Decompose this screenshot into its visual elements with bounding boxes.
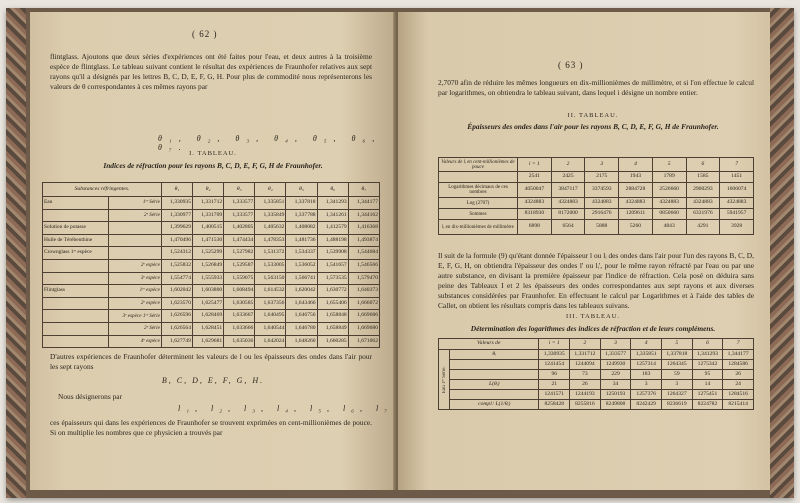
table-cell: 1,341293 <box>317 197 348 210</box>
table-cell: 4324883 <box>551 198 585 209</box>
table-cell: 1,637356 <box>255 297 286 310</box>
table-cell: 183 <box>631 370 662 380</box>
series-label: 1ʳᵉ espèce <box>109 285 162 298</box>
table-cell: 4050047 <box>518 183 552 198</box>
table-cell: 1,330935 <box>161 197 192 210</box>
table-cell: 4324883 <box>720 198 754 209</box>
table-caption: III. TABLEAU. <box>565 313 621 320</box>
wave-thickness-table <box>438 157 754 235</box>
table-cell: 1257314 <box>631 360 662 370</box>
intro-paragraph: flintglass. Ajoutons que deux séries d'expériences ont été faites pour l'eau, et deux autres à la troisième espèce de flintglass. Le tableau suivant contient le résultat des expériences de Fraunhofer relatives aux sept rayons qu'il a désignés par les lettres B, C, D, E, F, G, H. Pour plus de commodité nous représenterons les valeurs de θ correspondantes à ces mêmes rayons par <box>50 52 372 91</box>
series-label: 3ᵉ espèce <box>109 272 162 285</box>
table-cell: 1,669680 <box>348 322 379 335</box>
table-cell: 1,399629 <box>161 222 192 235</box>
row-label: Logarithmes décimaux de ces nombres <box>439 183 518 198</box>
table-cell: 1275342 <box>692 360 723 370</box>
table-cell: 6564 <box>551 220 585 235</box>
table-cell: 2175 <box>585 172 619 183</box>
table-cell: 1,559075 <box>224 272 255 285</box>
table-cell: 1,658848 <box>317 310 348 323</box>
paragraph-wave-thickness: D'autres expériences de Fraunhofer déterminent les valeurs de l ou les épaisseurs des ondes dans l'air pour les sept rayons <box>50 352 372 371</box>
table-cell: 4324883 <box>585 198 619 209</box>
table-cell: 6331976 <box>686 209 720 220</box>
table-cell: 1,474434 <box>224 234 255 247</box>
refraction-indices-table <box>42 182 380 348</box>
table-cell: 24 <box>723 380 754 390</box>
marbled-cover-left <box>6 8 26 498</box>
table-header: 3 <box>600 339 631 350</box>
table-cell: 1,481736 <box>286 234 317 247</box>
table-cell: 2916476 <box>585 209 619 220</box>
table-cell: 1,331709 <box>193 209 224 222</box>
table-cell: 5941957 <box>720 209 754 220</box>
substance-name: Flintglass <box>43 285 109 298</box>
table-cell: 4291 <box>686 220 720 235</box>
table-row <box>439 390 754 400</box>
l-symbols: l₁, l₂, l₃, l₄, l₅, l₆, l₇ <box>178 404 394 413</box>
table-title: Détermination des logarithmes des indices de réfraction et de leurs complémens. <box>470 324 716 333</box>
table-cell: 1,633667 <box>224 310 255 323</box>
table-cell: 1,335851 <box>631 350 662 360</box>
table-cell: 1,544684 <box>348 247 379 260</box>
table-cell: 3 <box>662 380 693 390</box>
table-cell: 1,603800 <box>193 285 224 298</box>
table-cell: 1,341261 <box>317 209 348 222</box>
left-page <box>30 12 396 490</box>
table-cell: 1,626564 <box>161 322 192 335</box>
table-cell: 1,488198 <box>317 234 348 247</box>
table-row <box>439 172 754 183</box>
table-row <box>43 222 380 235</box>
substance-name: Solution de potasse <box>43 222 109 235</box>
table-row <box>439 198 754 209</box>
table-cell: 1,646780 <box>286 322 317 335</box>
table-cell: 1,541657 <box>317 259 348 272</box>
table-header: Valeurs de lᵢ en cent-millionièmes de pouce <box>439 158 518 172</box>
table-row <box>439 183 754 198</box>
table-cell: 1,555933 <box>193 272 224 285</box>
row-label: Log (2707) <box>439 198 518 209</box>
series-label: 2ᵉ espèce <box>109 297 162 310</box>
substance-name <box>43 209 109 222</box>
designate-text: Nous désignerons par <box>58 392 123 401</box>
substance-name <box>43 322 109 335</box>
series-label: 2ᵉ Série <box>109 209 162 222</box>
table-row <box>439 380 754 390</box>
table-header: 7 <box>723 339 754 350</box>
table-header: i = 1 <box>539 339 570 350</box>
table-cell: 1,335851 <box>255 197 286 210</box>
table-cell: 1,539908 <box>317 247 348 260</box>
table-cell: 1257376 <box>631 390 662 400</box>
table-header: 2 <box>570 339 601 350</box>
table-cell: 2425 <box>551 172 585 183</box>
page-number: ( 63 ) <box>558 60 584 70</box>
table-cell: 3847117 <box>551 183 585 198</box>
table-cell: 1,633666 <box>224 322 255 335</box>
table-cell: 0850660 <box>652 209 686 220</box>
table-row <box>43 297 380 310</box>
table-cell: 8318930 <box>518 209 552 220</box>
table-caption: II. TABLEAU. <box>567 112 619 119</box>
table-cell: 1,627749 <box>161 335 192 348</box>
series-label: 3ᵉ espèce 1ʳᵉ Série <box>109 310 162 323</box>
table-cell: 1,620042 <box>286 285 317 298</box>
table-cell: 229 <box>600 370 631 380</box>
table-cell: 1284586 <box>723 360 754 370</box>
marbled-cover-right <box>770 8 794 498</box>
table-cell: 2900293 <box>686 183 720 198</box>
table-cell: 1,626596 <box>161 310 192 323</box>
table-header: θ₂ <box>193 183 224 197</box>
table-cell: 95 <box>692 370 723 380</box>
table-cell: 1,658849 <box>317 322 348 335</box>
table-row <box>439 370 754 380</box>
table-cell: 1,344177 <box>723 350 754 360</box>
table-cell: 1,628469 <box>193 310 224 323</box>
table-cell: 2526660 <box>652 183 686 198</box>
table-header: i = 1 <box>518 158 552 172</box>
table-cell: 8249808 <box>600 400 631 410</box>
table-cell: 5888 <box>585 220 619 235</box>
table-header: Valeurs de <box>439 339 539 350</box>
table-cell: 1250193 <box>600 390 631 400</box>
table-cell: 1,554774 <box>161 272 192 285</box>
table-cell: 1,579470 <box>348 272 379 285</box>
substance-name <box>43 297 109 310</box>
table-cell: 73 <box>570 370 601 380</box>
table-cell: 1585 <box>686 172 720 183</box>
row-label: θᵢ <box>450 350 539 360</box>
table-cell: 1,400515 <box>193 222 224 235</box>
table-cell: 1,669686 <box>348 310 379 323</box>
table-cell: 6898 <box>518 220 552 235</box>
table-cell: 96 <box>539 370 570 380</box>
table-cell: 1,628451 <box>193 322 224 335</box>
table-title: Indices de réfraction pour les rayons B, C, D, E, F, G, H de Fraunhofer. <box>103 161 323 170</box>
table-cell: 2884728 <box>619 183 653 198</box>
series-label: 2ᵉ Série <box>109 322 162 335</box>
table-cell: 1,640544 <box>255 322 286 335</box>
table-cell: 1,330977 <box>161 209 192 222</box>
table-cell: 1,531372 <box>255 247 286 260</box>
table-row <box>439 400 754 410</box>
table-cell: 1,344162 <box>348 209 379 222</box>
table-cell: 59 <box>662 370 693 380</box>
table-cell: 1789 <box>652 172 686 183</box>
table-cell: 1,344177 <box>348 197 379 210</box>
row-group-label: Eau 1ʳᵉ Série. <box>439 350 450 410</box>
table-cell: 34 <box>600 380 631 390</box>
theta-symbols: θ₁, θ₂, θ₃, θ₄, θ₅, θ₆, θ₇. <box>158 134 382 152</box>
table-cell: 1,337818 <box>286 197 317 210</box>
table-header: 4 <box>619 158 653 172</box>
table-cell: 21 <box>539 380 570 390</box>
row-label: Sommes <box>439 209 518 220</box>
table-header: 6 <box>686 158 720 172</box>
table-cell: 1,625477 <box>193 297 224 310</box>
intro-paragraph: 2,7070 afin de réduire les mêmes longueurs en dix-millionièmes de millimètre, et si l'on effectue le calcul par logarithmes, on obtiendra le tableau suivant, dans lequel i désigne un nombre entier. <box>438 78 754 97</box>
table-cell: 1,623570 <box>161 297 192 310</box>
table-cell: 8258428 <box>539 400 570 410</box>
table-row <box>439 350 754 360</box>
table-caption: I. TABLEAU. <box>189 150 237 157</box>
table-cell: 8242429 <box>631 400 662 410</box>
table-cell: 4843 <box>652 220 686 235</box>
table-cell: 1,614532 <box>255 285 286 298</box>
table-cell: 5260 <box>619 220 653 235</box>
table-cell: 1,337788 <box>286 209 317 222</box>
substance-name: Eau <box>43 197 109 210</box>
table-header: θ₅ <box>286 183 317 197</box>
table-cell: 1,402805 <box>224 222 255 235</box>
table-cell: 26 <box>723 370 754 380</box>
table-header: θ₃ <box>224 183 255 197</box>
table-cell: 1,563150 <box>255 272 286 285</box>
table-cell: 1,471530 <box>193 234 224 247</box>
table-title: Épaisseurs des ondes dans l'air pour les rayons B, C, D, E, F, G, H de Fraunhofer. <box>467 122 719 131</box>
table-cell: 1,660285 <box>317 335 348 348</box>
table-row <box>439 360 754 370</box>
series-label <box>109 247 162 260</box>
page-number: ( 62 ) <box>192 29 218 39</box>
substance-name <box>43 310 109 323</box>
table-cell: 1,602042 <box>161 285 192 298</box>
table-cell: 3374593 <box>585 183 619 198</box>
closing-paragraph: ces épaisseurs qui dans les expériences de Fraunhofer se trouvent exprimées en cent-millionièmes de pouce. Si on multiplie les nombres que ce physicien a trouvés par <box>50 418 372 437</box>
table-cell: 14 <box>692 380 723 390</box>
table-cell: 1943 <box>619 172 653 183</box>
substance-name <box>43 272 109 285</box>
table-cell: 1,630585 <box>224 297 255 310</box>
series-label <box>109 234 162 247</box>
table-cell: 1,546566 <box>348 259 379 272</box>
table-cell: 1,655406 <box>317 297 348 310</box>
table-cell: 1,608494 <box>224 285 255 298</box>
log-indices-table <box>438 338 754 410</box>
substance-name: Crownglass 1ʳᵉ espèce <box>43 247 109 260</box>
table-cell: 1,470496 <box>161 234 192 247</box>
table-row <box>43 247 380 260</box>
table-row <box>43 310 380 323</box>
table-header: 4 <box>631 339 662 350</box>
table-cell: 1,666072 <box>348 297 379 310</box>
table-cell: 8215414 <box>723 400 754 410</box>
table-cell: 1,525299 <box>193 247 224 260</box>
table-cell: 1,478353 <box>255 234 286 247</box>
table-cell: 1,331712 <box>570 350 601 360</box>
table-cell: 1,671062 <box>348 335 379 348</box>
table-cell: 1,640495 <box>255 310 286 323</box>
row-label <box>450 390 539 400</box>
table-header: 6 <box>692 339 723 350</box>
substance-name <box>43 335 109 348</box>
table-cell: 1,536052 <box>286 259 317 272</box>
table-header: 7 <box>720 158 754 172</box>
table-cell: 3 <box>631 380 662 390</box>
table-cell: 1,333577 <box>224 197 255 210</box>
table-cell: 1,643466 <box>286 297 317 310</box>
row-label: L(θᵢ) <box>450 380 539 390</box>
table-cell: 1451 <box>720 172 754 183</box>
table-row <box>43 335 380 348</box>
table-header: θ₄ <box>255 183 286 197</box>
row-label <box>450 360 539 370</box>
table-cell: 2541 <box>518 172 552 183</box>
table-header: 5 <box>662 339 693 350</box>
table-cell: 1,335849 <box>255 209 286 222</box>
table-header: 2 <box>551 158 585 172</box>
table-cell: 4324883 <box>518 198 552 209</box>
table-row <box>43 272 380 285</box>
table-cell: 4324883 <box>652 198 686 209</box>
table-cell: 1,524312 <box>161 247 192 260</box>
table-cell: 1249930 <box>600 360 631 370</box>
substance-name: Huile de Térébenthine <box>43 234 109 247</box>
row-label: compl.ᵗ L(1/θᵢ) <box>450 400 539 410</box>
table-header: 5 <box>652 158 686 172</box>
table-cell: 1,408082 <box>286 222 317 235</box>
table-cell: 1606074 <box>720 183 754 198</box>
table-cell: 1,629681 <box>193 335 224 348</box>
table-cell: 1241454 <box>539 360 570 370</box>
table-cell: 1264327 <box>662 390 693 400</box>
table-header: Substances réfringentes. <box>43 183 162 197</box>
table-cell: 1,648260 <box>286 335 317 348</box>
table-cell: 4324883 <box>686 198 720 209</box>
table-cell: 1,412579 <box>317 222 348 235</box>
table-row <box>43 209 380 222</box>
paragraph-formula: Il suit de la formule (9) qu'étant donnée l'épaisseur l ou lᵢ des ondes dans l'air pour l'un des rayons B, C, D, E, F, G, H, on obtiendra l'épaisseur des ondes l' ou lᵢ', pour le même rayon réfracté par l'eau ou par une autre substance, en divisant la première épaisseur par l'indice de réfraction. Cela posé on déduira sans peine des Tableaux I et 2 les épaisseurs des ondes correspondantes aux sept rayons et aux diverses substances considérées par Fraunhofer. En effectuant le calcul par Logarithmes et à l'aide des tables de Callet, on obtient les résultats compris dans les tableaux suivans. <box>438 251 754 310</box>
table-cell: 1,526849 <box>193 259 224 272</box>
table-cell: 1,337818 <box>662 350 693 360</box>
table-cell: 1,333577 <box>600 350 631 360</box>
table-header: θ₇ <box>348 183 379 197</box>
table-cell: 8224782 <box>692 400 723 410</box>
table-cell: 1,525832 <box>161 259 192 272</box>
series-label <box>109 222 162 235</box>
table-cell: 4324883 <box>619 198 653 209</box>
table-row <box>439 209 754 220</box>
table-cell: 8172000 <box>551 209 585 220</box>
table-cell: 1284516 <box>723 390 754 400</box>
table-cell: 1,573535 <box>317 272 348 285</box>
series-label: 2ᵉ espèce <box>109 259 162 272</box>
table-cell: 1,330935 <box>539 350 570 360</box>
table-cell: 1,331712 <box>193 197 224 210</box>
ray-letters: B, C, D, E, F, G, H. <box>161 376 265 385</box>
table-cell: 1264345 <box>662 360 693 370</box>
table-cell: 1,529587 <box>224 259 255 272</box>
table-cell: 1,566741 <box>286 272 317 285</box>
series-label: 4ᵉ espèce <box>109 335 162 348</box>
table-cell: 1,630772 <box>317 285 348 298</box>
table-cell: 26 <box>570 380 601 390</box>
table-row <box>43 234 380 247</box>
row-label <box>439 172 518 183</box>
table-cell: 8236619 <box>662 400 693 410</box>
table-cell: 1,642024 <box>255 335 286 348</box>
table-header: 3 <box>585 158 619 172</box>
right-page <box>398 12 770 490</box>
table-cell: 1244094 <box>570 360 601 370</box>
substance-name <box>43 259 109 272</box>
table-cell: 1,333577 <box>224 209 255 222</box>
table-row <box>439 220 754 235</box>
table-cell: 1,527982 <box>224 247 255 260</box>
row-label: lᵢ en dix-millionièmes de millimètre <box>439 220 518 235</box>
table-row <box>43 285 380 298</box>
table-row <box>43 259 380 272</box>
table-cell: 1,405632 <box>255 222 286 235</box>
table-cell: 1241571 <box>539 390 570 400</box>
series-label: 1ʳᵉ Série <box>109 197 162 210</box>
table-cell: 1275451 <box>692 390 723 400</box>
table-cell: 1209611 <box>619 209 653 220</box>
table-header: θ₆ <box>317 183 348 197</box>
table-cell: 1,534337 <box>286 247 317 260</box>
table-row <box>43 197 380 210</box>
table-cell: 1,635036 <box>224 335 255 348</box>
table-cell: 1,341293 <box>692 350 723 360</box>
table-cell: 1,533005 <box>255 259 286 272</box>
table-row <box>43 322 380 335</box>
table-cell: 1,493874 <box>348 234 379 247</box>
table-cell: 1,646756 <box>286 310 317 323</box>
table-cell: 8255816 <box>570 400 601 410</box>
table-cell: 1,416368 <box>348 222 379 235</box>
table-header: θ₁ <box>161 183 192 197</box>
row-label <box>450 370 539 380</box>
table-cell: 1244193 <box>570 390 601 400</box>
table-cell: 3928 <box>720 220 754 235</box>
table-cell: 1,640373 <box>348 285 379 298</box>
